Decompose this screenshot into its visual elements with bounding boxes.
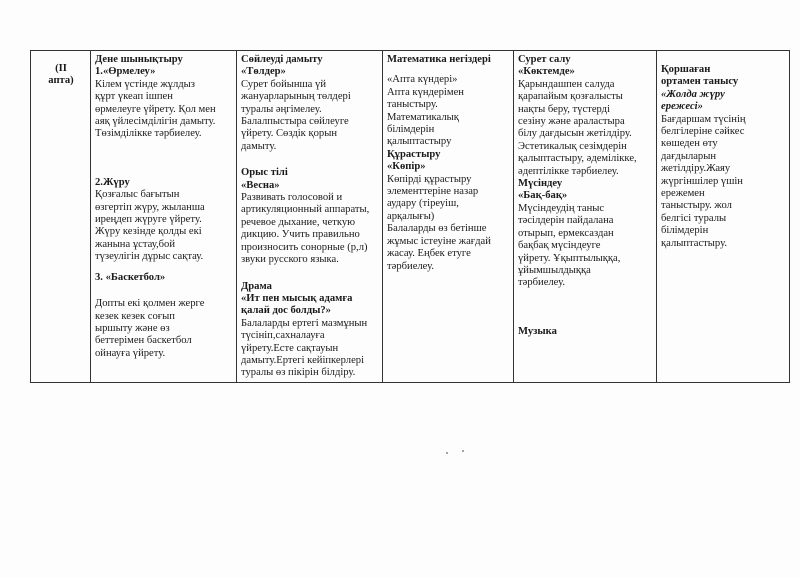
topic-description: Сурет бойынша үй жануарларының төлдері туралы әңгімелеу. Балалпыстыра сөйлеуге үйрету. Сөздік қорын дамыту. xyxy=(241,78,351,152)
subject-title: Мүсіндеу xyxy=(518,178,563,190)
subject-title: Орыс тілі xyxy=(241,167,288,179)
game-title: 3. «Баскетбол» xyxy=(95,271,166,283)
subject-title: Сурет салу xyxy=(518,54,571,65)
subject-title: Математика негіздері xyxy=(387,54,491,65)
week-label: (ІІ апта) xyxy=(48,63,74,87)
topic-description: Развивать голосовой и артикуляционный аппараты, речевое дыхание, четкую дикцию. Учить правильно произносить сонорные (р,л) звуки русского языка. xyxy=(241,192,370,266)
topic-description: Көпірді құрастыру элементтеріне назар аудару (тіреуіш, арқалығы) Балаларды өз бетінше жұмыс істеуіне жағдай жасау. Еңбек етуге тәрбиелеу. xyxy=(387,173,491,272)
lesson-plan-table xyxy=(30,50,790,383)
subject-title: Музыка xyxy=(518,325,557,337)
drawing-cell xyxy=(514,51,657,383)
physical-education-cell xyxy=(91,51,237,383)
game-title: 1.«Өрмелеу» xyxy=(95,66,156,78)
scan-speck xyxy=(446,452,448,454)
topic-description: «Апта күндері» Апта күндерімен таныстыру. Математикалық білімдерін қалыптастыру xyxy=(387,74,464,148)
subject-title: Қоршаған ортамен танысу xyxy=(661,64,739,88)
subject-title: Құрастыру xyxy=(387,148,441,160)
topic-description: Бағдаршам түсінің белгілеріне сәйкес көшеден өту дағдыларын жетілдіру.Жаяу жүргіншілер үшін ережемен таныстыру. жол белгісі туралы білімдерін қалыптастыру. xyxy=(661,113,746,249)
game-title: 2.Жүру xyxy=(95,176,130,188)
game-description: Кілем үстінде жұлдыз құрт үкеап ішпен өрмелеуге үйрету. Қол мен аяқ үйлесімділігін дамыту. Төзімділікке тәрбиелеу. xyxy=(95,78,216,140)
subject-title: Сөйлеуді дамыту xyxy=(241,54,323,65)
topic-title: «Весна» xyxy=(241,179,280,191)
topic-title: «Төлдер» xyxy=(241,66,286,78)
game-description: Допты екі қолмен жерге кезек кезек соғып ыршыту және өз беттерімен баскетбол ойнауға үйрету. xyxy=(95,298,205,359)
game-description: Қозғалыс бағытын өзгертіп жүру, жыланша иреңдеп жүруге үйрету. Жүру кезінде қолды екі жанына ұстау,бой түзеулігін дұрыс сақтау. xyxy=(95,189,205,263)
subject-title: Дене шынықтыру xyxy=(95,54,183,65)
subject-title: Драма xyxy=(241,280,272,292)
topic-description: Балаларды ертегі мазмұнын түсініп,сахналауға үйрету.Есте сақтауын дамыту.Ертегі кейіпкерлері туралы өз пікірін білдіру. xyxy=(241,317,368,379)
table-row xyxy=(31,51,790,383)
math-basics-cell xyxy=(383,51,514,383)
topic-title: «Жолда жүру ережесі» xyxy=(661,88,725,113)
speech-development-cell xyxy=(237,51,383,383)
topic-title: «Көктемде» xyxy=(518,66,575,78)
topic-title: «Көпір» xyxy=(387,161,426,173)
topic-description: Мүсіндеудің таныс тәсілдерін пайдалана отырып, ермексаздан бақбақ мүсіндеуге үйрету. Ұқыптылыққа, ұйымшылдыққа тәрбиелеу. xyxy=(518,202,621,289)
topic-description: Қарындашпен салуда қарапайым қозғалысты нақты беру, түстерді сезіну және араластыра білу дағдысын жетілдіру. Эстетикалық сезімдерін қалыптастыру, әдемілікке, әдептілікке тәрбиелеу. xyxy=(518,78,637,177)
scan-speck xyxy=(462,450,464,452)
environment-cell xyxy=(657,51,790,383)
topic-title: «Бақ-бақ» xyxy=(518,190,568,202)
topic-title: «Ит пен мысық адамға қалай дос болды?» xyxy=(241,292,353,317)
week-cell xyxy=(31,51,91,383)
